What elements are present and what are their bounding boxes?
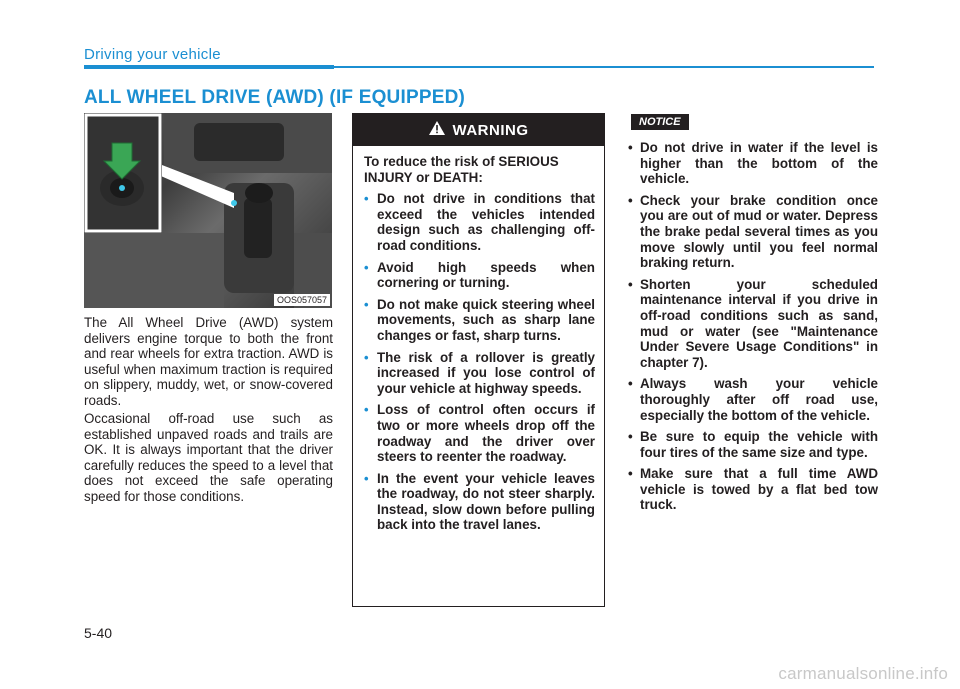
notice-item: • Do not drive in water if the level is higher than the bottom of the vehicle. xyxy=(628,140,878,187)
notice-item: • Check your brake condition once you are out of mud or water. Depress the brake pedal several times as you move slowly until you feel normal braking return. xyxy=(628,192,878,271)
warning-header xyxy=(353,114,604,146)
body-paragraph-2: Occasional off-road use such as established unpaved roads and trails are OK. It is always important that the driver carefully reduces the speed to a level that does not exceed the safe operating speed for those conditions. xyxy=(84,411,333,504)
notice-badge: NOTICE xyxy=(631,114,689,130)
warning-item: • Do not drive in conditions that exceed the vehicles intended design such as challenging off-road conditions. xyxy=(364,191,595,253)
awd-console-illustration xyxy=(84,113,332,308)
awd-photo xyxy=(84,113,332,308)
warning-body xyxy=(353,146,604,533)
bullet-icon: • xyxy=(628,140,633,155)
warning-item: • Do not make quick steering wheel movements, such as sharp lane changes or fast, sharp turns. xyxy=(364,296,595,343)
section-label: Driving your vehicle xyxy=(84,46,221,63)
page-number: 5-40 xyxy=(84,625,113,641)
photo-caption: OOS057057 xyxy=(274,294,330,306)
page-heading: ALL WHEEL DRIVE (AWD) (IF EQUIPPED) xyxy=(84,87,466,108)
warning-list xyxy=(364,191,595,533)
bullet-icon: • xyxy=(628,192,633,208)
warning-title: WARNING xyxy=(452,121,529,139)
watermark: carmanualsonline.info xyxy=(778,664,948,683)
bullet-icon: • xyxy=(628,466,633,482)
body-paragraph-1: The All Wheel Drive (AWD) system delivers engine torque to both the front and rear wheels for extra traction. AWD is useful when maximum traction is required on slippery, muddy, wet, or snow-covered roads. xyxy=(84,315,333,408)
notice-item: • Always wash your vehicle thoroughly after off road use, especially the bottom of the vehicle. xyxy=(628,376,878,423)
notice-item: • Shorten your scheduled maintenance interval if you drive in off-road conditions such as sand, mud or water (see "Maintenance Under Severe Usage Conditions" in chapter 7). xyxy=(628,276,878,370)
warning-triangle-icon xyxy=(429,121,445,139)
section-rule-thick xyxy=(84,65,334,69)
warning-item: • The risk of a rollover is greatly increased if you lose control of your vehicle at highway speeds. xyxy=(364,349,595,396)
warning-intro: To reduce the risk of SERIOUS INJURY or DEATH: xyxy=(364,154,559,185)
bullet-icon: • xyxy=(364,296,369,312)
section-rule-thin xyxy=(334,66,874,68)
warning-item: • Loss of control often occurs if two or more wheels drop off the roadway and the driver over steers to reenter the roadway. xyxy=(364,402,595,465)
notice-item: • Make sure that a full time AWD vehicle is towed by a flat bed tow truck. xyxy=(628,466,878,513)
notice-list xyxy=(622,140,878,519)
bullet-icon: • xyxy=(364,470,369,486)
warning-item: • In the event your vehicle leaves the roadway, do not steer sharply. Instead, slow down before pulling back into the travel lanes. xyxy=(364,470,595,533)
bullet-icon: • xyxy=(628,276,633,292)
bullet-icon: • xyxy=(364,349,369,365)
bullet-icon: • xyxy=(364,402,369,418)
notice-item: • Be sure to equip the vehicle with four tires of the same size and type. xyxy=(628,429,878,460)
bullet-icon: • xyxy=(364,191,369,207)
warning-item: • Avoid high speeds when cornering or turning. xyxy=(364,259,595,291)
bullet-icon: • xyxy=(628,376,633,392)
warning-box xyxy=(352,113,605,607)
bullet-icon: • xyxy=(364,259,369,275)
bullet-icon: • xyxy=(628,429,633,445)
